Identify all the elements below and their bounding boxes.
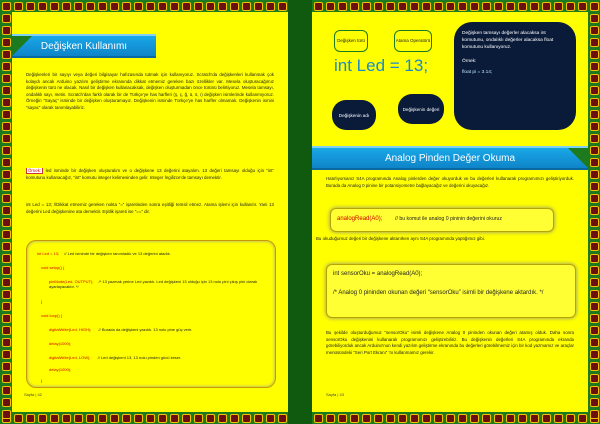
border-ornament-icon <box>60 412 72 424</box>
border-ornament-icon <box>0 12 12 24</box>
border-ornament-icon <box>240 412 252 424</box>
analog-read-code: analogRead(A0); <box>337 216 383 222</box>
left-page-footer: Sayfa | 42 <box>24 392 42 397</box>
analog-read-box <box>330 208 554 232</box>
border-ornament-icon <box>444 412 456 424</box>
border-ornament-icon <box>312 412 324 424</box>
example-label: Örnek: <box>28 168 42 173</box>
border-ornament-icon <box>588 84 600 96</box>
border-ornament-icon <box>264 412 276 424</box>
border-ornament-icon <box>0 0 12 12</box>
border-ornament-icon <box>588 348 600 360</box>
border-ornament-icon <box>0 324 12 336</box>
border-ornament-icon <box>0 276 12 288</box>
border-ornament-icon <box>492 0 504 12</box>
border-ornament-icon <box>588 48 600 60</box>
border-ornament-icon <box>420 0 432 12</box>
border-ornament-icon <box>588 204 600 216</box>
border-ornament-icon <box>12 0 24 12</box>
border-ornament-icon <box>132 0 144 12</box>
border-ornament-icon <box>540 412 552 424</box>
sensor-code: int sensorOku = analogRead(A0); <box>333 271 423 277</box>
intro-paragraph: Değişkenleri bir sayıyı veya değeri bilgisayar hafızasında tutmak için kullanıyoruz. Scratch'da değişkenleri kullanmak çok kolaydı ancak Arduino yazılım geliştirme ekranında dikkat etmemiz gereken bazı özellikler var. Mesela oluşturacağımız değişkenin türü ne olacak. Nasıl bir değişken kullanacaksak, değişken oluşturmadan önce türünü belirtiyoruz. Mesela tamsayı, ondalıklı sayı, metin. Scratch'dan farklı olarak bir de Türkçe'ye has harfleri (ş, ç, ğ, ü, ö, ı) değişken isimlerinde kullanmıyoruz. Örneğin “Sayaç” isminde bir değişken oluşturamayız. Değişkenin isminde Türkçe'ye has harfler olmamalı. Değişkenin ismini “sayac” olarak tanımlayabiliriz. <box>26 72 274 110</box>
border-ornament-icon <box>0 252 12 264</box>
border-ornament-icon <box>588 384 600 396</box>
border-ornament-icon <box>588 372 600 384</box>
border-ornament-icon <box>0 84 12 96</box>
border-ornament-icon <box>588 120 600 132</box>
border-ornament-icon <box>0 144 12 156</box>
left-page <box>12 12 288 412</box>
border-ornament-icon <box>36 0 48 12</box>
right-page-footer: Sayfa | 43 <box>326 392 344 397</box>
border-ornament-icon <box>96 412 108 424</box>
border-ornament-icon <box>564 412 576 424</box>
analog-paragraph-2: Bu okuduğumuz değeri bir değişkene aktarırken aynı S4A programında yaptığımız gibi. <box>316 236 485 241</box>
right-border <box>588 0 600 424</box>
left-page-title-bar <box>12 34 156 58</box>
border-ornament-icon <box>588 156 600 168</box>
border-ornament-icon <box>528 412 540 424</box>
border-ornament-icon <box>480 412 492 424</box>
border-ornament-icon <box>60 0 72 12</box>
variable-value-bubble: Değişkenin değeri <box>398 94 444 124</box>
border-ornament-icon <box>588 60 600 72</box>
border-ornament-icon <box>360 0 372 12</box>
border-ornament-icon <box>96 0 108 12</box>
border-ornament-icon <box>120 412 132 424</box>
border-ornament-icon <box>216 412 228 424</box>
border-ornament-icon <box>468 412 480 424</box>
border-ornament-icon <box>0 288 12 300</box>
border-ornament-icon <box>588 228 600 240</box>
border-ornament-icon <box>456 0 468 12</box>
border-ornament-icon <box>552 0 564 12</box>
border-ornament-icon <box>480 0 492 12</box>
border-ornament-icon <box>240 0 252 12</box>
border-ornament-icon <box>456 412 468 424</box>
code-line: delay(1000); <box>49 341 72 346</box>
border-ornament-icon <box>588 276 600 288</box>
border-ornament-icon <box>0 24 12 36</box>
code-line: } <box>41 299 43 304</box>
border-ornament-icon <box>588 24 600 36</box>
border-ornament-icon <box>0 300 12 312</box>
border-ornament-icon <box>276 412 288 424</box>
border-ornament-icon <box>276 0 288 12</box>
border-ornament-icon <box>0 96 12 108</box>
border-ornament-icon <box>0 216 12 228</box>
border-ornament-icon <box>588 408 600 420</box>
border-ornament-icon <box>588 300 600 312</box>
info-cloud-text: Değişken tamsayı değerler alacaksa int komutunu, ondalıklı değerler alacaksa float komutunu kullanıyoruz. <box>462 31 554 51</box>
border-ornament-icon <box>492 412 504 424</box>
border-ornament-icon <box>180 412 192 424</box>
border-ornament-icon <box>408 0 420 12</box>
border-ornament-icon <box>588 216 600 228</box>
border-ornament-icon <box>0 180 12 192</box>
border-ornament-icon <box>144 0 156 12</box>
variable-type-bubble: Değişken türü <box>334 30 368 52</box>
code-line: digitalWrite(Led, HIGH); // Burada da değişkeni yazdık. 13 nolu pine güç verir. <box>49 327 193 332</box>
code-example-line: int Led = 13; //Dikkat etmemiz gereken nokta “=” işaretinden sonra eşitliği temsil etmez. Atama işlemi için kullanılır. Yani 13 değerini Led değişkenine ata demektir. Eşitlik işareti ise “==” dir. <box>26 202 274 214</box>
border-ornament-icon <box>324 412 336 424</box>
border-ornament-icon <box>408 412 420 424</box>
border-ornament-icon <box>420 412 432 424</box>
variable-name-bubble: Değişkenin adı <box>332 100 376 130</box>
border-ornament-icon <box>0 396 12 408</box>
border-ornament-icon <box>0 228 12 240</box>
border-ornament-icon <box>72 412 84 424</box>
border-ornament-icon <box>0 312 12 324</box>
border-ornament-icon <box>0 192 12 204</box>
border-ornament-icon <box>156 412 168 424</box>
left-border <box>0 0 12 424</box>
border-ornament-icon <box>504 412 516 424</box>
border-ornament-icon <box>432 412 444 424</box>
border-ornament-icon <box>0 408 12 420</box>
border-ornament-icon <box>564 0 576 12</box>
sensor-code-box <box>326 264 576 318</box>
example-paragraph-block <box>26 168 274 200</box>
border-ornament-icon <box>588 36 600 48</box>
analog-paragraph-3: Bu şekilde oluşturduğumuz “sensorOku” isimli değişkene Analog 0 pininden okunan değeri atamış olduk. Daha sonra sensorOku değişkenini kullanarak programımızı geliştirebiliriz. Bu değişkenin değerleri S4A programında ekranda görebiliyorduk ancak Arduino'nun kendi yazılım geliştirme ekranında bu değerleri görebilmemiz için bir kod yazmamız ve araçlar menüsündeki “Seri Port Ekranı” ’nı kullanmamız gerekir. <box>326 330 574 355</box>
page-gutter <box>288 0 312 424</box>
border-ornament-icon <box>252 412 264 424</box>
right-page-title: Analog Pinden Değer Okuma <box>384 152 516 164</box>
border-ornament-icon <box>312 0 324 12</box>
border-ornament-icon <box>588 132 600 144</box>
border-ornament-icon <box>396 0 408 12</box>
sensor-comment: /* Analog 0 pininden okunan değeri “sensorOku” isimli bir değişkene aktardık. */ <box>333 290 544 296</box>
border-ornament-icon <box>0 60 12 72</box>
border-ornament-icon <box>396 412 408 424</box>
border-ornament-icon <box>588 180 600 192</box>
left-code-box <box>26 240 276 388</box>
border-ornament-icon <box>588 264 600 276</box>
code-line: } <box>41 378 43 383</box>
info-cloud-example-code: float pi = 3.14; <box>462 69 493 75</box>
border-ornament-icon <box>228 412 240 424</box>
border-ornament-icon <box>0 336 12 348</box>
border-ornament-icon <box>588 12 600 24</box>
border-ornament-icon <box>588 396 600 408</box>
example-paragraph: led isminde bir değişken oluşturalım ve o değişkene 13 değerini atayalım. 13 değeri tamsayı olduğu için “int” komutunu kullanacağız, “int” komutu integer kelimesinden gelir. Integer İngilizce'de tamsayı demektir. <box>26 168 274 180</box>
info-cloud-example-label: Örnek: <box>462 58 477 64</box>
border-ornament-icon <box>588 288 600 300</box>
border-ornament-icon <box>72 0 84 12</box>
code-line: delay(1000); <box>49 367 72 372</box>
border-ornament-icon <box>120 0 132 12</box>
border-ornament-icon <box>0 384 12 396</box>
border-ornament-icon <box>24 0 36 12</box>
border-ornament-icon <box>48 0 60 12</box>
assignment-operator-bubble: Atama Operatörü <box>394 30 432 52</box>
code-line: digitalWrite(Led, LOW); // Led değişkeni 13, 13 nolu pinden gücü keser. <box>49 355 182 360</box>
border-ornament-icon <box>588 312 600 324</box>
border-ornament-icon <box>588 168 600 180</box>
border-ornament-icon <box>588 240 600 252</box>
border-ornament-icon <box>0 132 12 144</box>
border-ornament-icon <box>348 412 360 424</box>
border-ornament-icon <box>384 0 396 12</box>
left-page-title: Değişken Kullanımı <box>40 40 128 52</box>
border-ornament-icon <box>372 412 384 424</box>
info-cloud <box>454 22 576 130</box>
border-ornament-icon <box>540 0 552 12</box>
border-ornament-icon <box>360 412 372 424</box>
border-ornament-icon <box>108 412 120 424</box>
border-ornament-icon <box>588 336 600 348</box>
border-ornament-icon <box>432 0 444 12</box>
right-page-title-bar <box>312 146 588 170</box>
border-ornament-icon <box>84 0 96 12</box>
border-ornament-icon <box>0 264 12 276</box>
border-ornament-icon <box>588 252 600 264</box>
border-ornament-icon <box>372 0 384 12</box>
border-ornament-icon <box>192 412 204 424</box>
right-page <box>312 12 588 412</box>
border-ornament-icon <box>12 412 24 424</box>
border-ornament-icon <box>36 412 48 424</box>
border-ornament-icon <box>324 0 336 12</box>
border-ornament-icon <box>0 48 12 60</box>
border-ornament-icon <box>108 0 120 12</box>
border-ornament-icon <box>228 0 240 12</box>
border-ornament-icon <box>264 0 276 12</box>
border-ornament-icon <box>156 0 168 12</box>
border-ornament-icon <box>336 412 348 424</box>
border-ornament-icon <box>444 0 456 12</box>
analog-paragraph-1: Hatırlıyorsanız S4A programında Analog pinlerden değer okuyorduk ve bu değerleri kullanarak programımızı geliştiriyorduk. Burada da Analog 0 pinine bir potansiyometre bağlayacağız ve değerini okuyacağız. <box>326 176 574 188</box>
code-line: pinMode(Led, OUTPUT); /* 13 yazmak yerine Led yazdık. Led değişkeni 13 olduğu için 13 nolu pini çıkış pini olarak ayarlayacaktır. */ <box>49 279 258 289</box>
border-ornament-icon <box>0 348 12 360</box>
border-ornament-icon <box>504 0 516 12</box>
border-ornament-icon <box>0 240 12 252</box>
border-ornament-icon <box>552 412 564 424</box>
border-ornament-icon <box>0 156 12 168</box>
border-ornament-icon <box>588 192 600 204</box>
analog-read-comment: // bu komut ile analog 0 pininin değerini okuruz <box>395 216 502 222</box>
border-ornament-icon <box>0 360 12 372</box>
border-ornament-icon <box>588 0 600 12</box>
code-line: void loop() { <box>41 313 63 318</box>
border-ornament-icon <box>588 108 600 120</box>
border-ornament-icon <box>0 36 12 48</box>
code-line: int Led = 13; // Led isminde bir değişken tanımladık ve 13 değerini atadık. <box>37 251 171 256</box>
border-ornament-icon <box>384 412 396 424</box>
border-ornament-icon <box>204 0 216 12</box>
border-ornament-icon <box>588 72 600 84</box>
border-ornament-icon <box>588 360 600 372</box>
border-ornament-icon <box>180 0 192 12</box>
border-ornament-icon <box>516 412 528 424</box>
border-ornament-icon <box>348 0 360 12</box>
border-ornament-icon <box>0 108 12 120</box>
border-ornament-icon <box>168 0 180 12</box>
border-ornament-icon <box>252 0 264 12</box>
border-ornament-icon <box>336 0 348 12</box>
border-ornament-icon <box>168 412 180 424</box>
border-ornament-icon <box>0 120 12 132</box>
border-ornament-icon <box>528 0 540 12</box>
big-code-sample: int Led = 13; <box>334 56 429 75</box>
border-ornament-icon <box>588 144 600 156</box>
border-ornament-icon <box>0 72 12 84</box>
border-ornament-icon <box>516 0 528 12</box>
border-ornament-icon <box>204 412 216 424</box>
border-ornament-icon <box>132 412 144 424</box>
border-ornament-icon <box>144 412 156 424</box>
border-ornament-icon <box>216 0 228 12</box>
border-ornament-icon <box>576 412 588 424</box>
border-ornament-icon <box>468 0 480 12</box>
border-ornament-icon <box>48 412 60 424</box>
border-ornament-icon <box>588 324 600 336</box>
border-ornament-icon <box>0 204 12 216</box>
border-ornament-icon <box>0 168 12 180</box>
border-ornament-icon <box>0 372 12 384</box>
border-ornament-icon <box>588 96 600 108</box>
border-ornament-icon <box>24 412 36 424</box>
code-line: void setup() { <box>41 265 65 270</box>
border-ornament-icon <box>192 0 204 12</box>
border-ornament-icon <box>84 412 96 424</box>
border-ornament-icon <box>576 0 588 12</box>
